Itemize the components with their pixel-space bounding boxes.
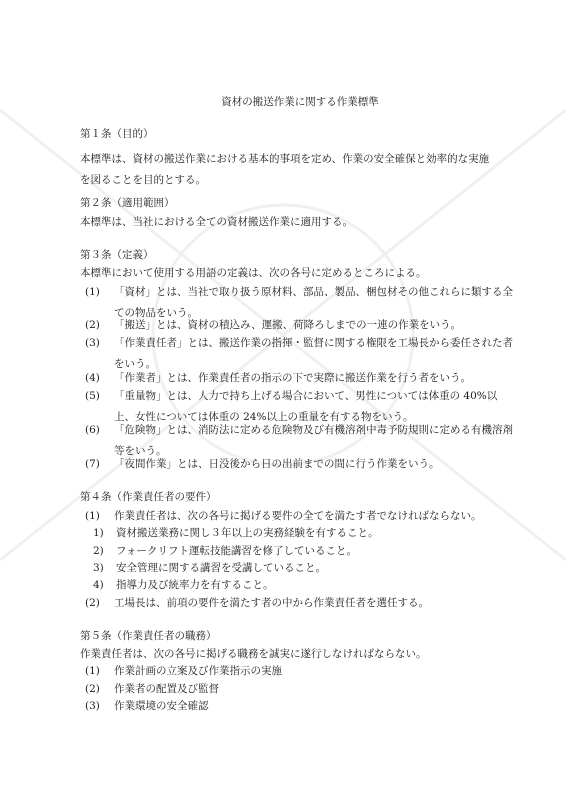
article2-heading: 第２条（適用範囲）	[80, 197, 175, 209]
article3-intro: 本標準において使用する用語の定義は、次の各号に定めるところによる。	[80, 267, 427, 279]
item-text: 「搬送」とは、資材の積込み、運搬、荷降ろしまでの一連の作業をいう。	[114, 319, 462, 331]
subitem-text: 資材搬送業務に関し３年以上の実務経験を有すること。	[116, 527, 379, 539]
article4-heading: 第４条（作業責任者の要件）	[80, 491, 217, 503]
item-text: 作業責任者は、次の各号に掲げる要件の全てを満たす者でなければならない。	[114, 510, 482, 522]
item-number: (2)	[85, 597, 100, 609]
article5-heading: 第５条（作業責任者の職務）	[80, 630, 217, 642]
item-text: 「資材」とは、当社で取り扱う原材料、部品、製品、梱包材その他これらに類する全ての物品をいう。	[114, 286, 513, 320]
subitem-text: 安全管理に関する講習を受講していること。	[116, 562, 326, 574]
subitem-number: 1)	[93, 527, 104, 539]
item-text: 「夜間作業」とは、日没後から日の出前までの間に行う作業をいう。	[114, 458, 440, 470]
item-text: 作業計画の立案及び作業指示の実施	[114, 665, 282, 677]
item-number: (2)	[85, 319, 100, 331]
subitem-text: フォークリフト運転技能講習を修了していること。	[116, 545, 357, 557]
item-number: (5)	[85, 390, 100, 402]
article1-heading: 第１条（目的）	[80, 128, 154, 140]
item-text: 「作業責任者」とは、搬送作業の指揮・監督に関する権限を工場長から委任された者をいう。	[114, 337, 513, 371]
item-text: 「危険物」とは、消防法に定める危険物及び有機溶剤中毒予防規則に定める有機溶剤等をいう。	[114, 424, 513, 458]
document-title: 資材の搬送作業に関する作業標準	[221, 96, 379, 108]
item-number: (1)	[85, 665, 100, 677]
item-number: (7)	[85, 458, 100, 470]
item-number: (1)	[85, 510, 100, 522]
item-text: 作業者の配置及び監督	[114, 683, 219, 695]
item-number: (6)	[85, 424, 100, 436]
article5-intro: 作業責任者は、次の各号に掲げる職務を誠実に遂行しなければならない。	[80, 648, 427, 660]
item-number: (2)	[85, 683, 100, 695]
article3-heading: 第３条（定義）	[80, 249, 154, 261]
article1-body: 本標準は、資材の搬送作業における基本的事項を定め、作業の安全確保と効率的な実施を図ることを目的とする。	[80, 153, 490, 186]
subitem-number: 3)	[93, 562, 104, 574]
subitem-number: 4)	[93, 579, 104, 591]
article2-body: 本標準は、当社における全ての資材搬送作業に適用する。	[80, 216, 353, 228]
subitem-text: 指導力及び統率力を有すること。	[116, 579, 274, 591]
item-text: 工場長は、前項の要件を満たす者の中から作業責任者を選任する。	[114, 597, 429, 609]
item-number: (3)	[85, 337, 100, 349]
subitem-number: 2)	[93, 545, 104, 557]
item-text: 「重量物」とは、人力で持ち上げる場合において、男性については体重の 40%以上、女性については体重の 24%以上の重量を有する物をいう。	[114, 390, 498, 424]
item-number: (1)	[85, 286, 100, 298]
item-text: 作業環境の安全確認	[114, 700, 209, 712]
item-text: 「作業者」とは、作業責任者の指示の下で実際に搬送作業を行う者をいう。	[114, 372, 471, 384]
item-number: (4)	[85, 372, 100, 384]
item-number: (3)	[85, 700, 100, 712]
